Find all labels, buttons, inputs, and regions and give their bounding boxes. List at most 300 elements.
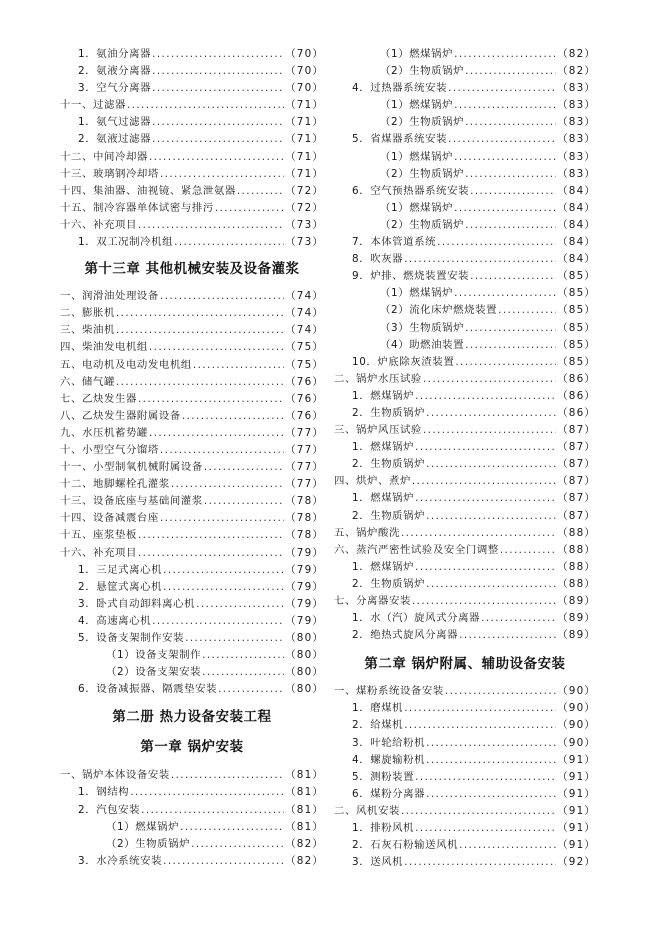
dot-leader bbox=[415, 439, 556, 456]
dot-leader bbox=[152, 46, 284, 63]
toc-entry-title: （2）流化床炉燃烧装置 bbox=[380, 304, 498, 317]
dot-leader bbox=[163, 579, 284, 596]
toc-entry-page: （88） bbox=[557, 560, 596, 573]
toc-entry-page: （82） bbox=[285, 854, 324, 867]
toc-entry-page: （92） bbox=[557, 856, 596, 869]
dot-leader bbox=[437, 234, 556, 251]
dot-leader bbox=[191, 836, 284, 853]
toc-entry-title: （4）助燃油装置 bbox=[380, 338, 465, 351]
toc-entry-title: 二、膨胀机 bbox=[60, 307, 115, 320]
toc-entry-page: （71） bbox=[285, 167, 324, 180]
toc-entry bbox=[60, 836, 324, 853]
toc-entry-page: （70） bbox=[285, 65, 324, 78]
toc-entry-page: （85） bbox=[557, 287, 596, 300]
dot-leader bbox=[404, 251, 556, 268]
dot-leader bbox=[193, 357, 284, 374]
toc-entry-page: （82） bbox=[557, 65, 596, 78]
dot-leader bbox=[163, 562, 284, 579]
toc-entry-title: 六、蒸汽严密性试验及安全门调整 bbox=[334, 543, 499, 556]
toc-entry-title: 1．氨油分离器 bbox=[78, 48, 152, 60]
dot-leader bbox=[454, 97, 556, 114]
toc-entry-page: （78） bbox=[285, 529, 324, 542]
toc-entry bbox=[60, 527, 324, 544]
toc-entry bbox=[60, 853, 324, 870]
toc-entry bbox=[334, 80, 596, 97]
dot-leader bbox=[160, 510, 284, 527]
toc-entry bbox=[334, 735, 596, 752]
toc-entry-page: （87） bbox=[557, 475, 596, 488]
dot-leader bbox=[404, 854, 556, 871]
dot-leader bbox=[215, 200, 284, 217]
toc-entry-title: （2）生物质锅炉 bbox=[380, 218, 465, 231]
toc-entry-title: 6．设备减振器、隔震垫安装 bbox=[78, 683, 218, 696]
toc-entry-title: 4．过热器系统安装 bbox=[352, 82, 448, 95]
toc-entry-title: 十六、补充项目 bbox=[60, 546, 137, 559]
toc-entry bbox=[334, 320, 596, 337]
toc-entry bbox=[334, 490, 596, 507]
toc-entry bbox=[60, 200, 324, 217]
toc-entry-title: 十三、设备底座与基础间灌浆 bbox=[60, 495, 203, 508]
toc-entry bbox=[334, 405, 596, 422]
toc-entry bbox=[60, 131, 324, 148]
toc-entry-title: 2．生物质锅炉 bbox=[352, 509, 426, 522]
dot-leader bbox=[401, 525, 556, 542]
toc-entry bbox=[334, 525, 596, 542]
toc-entry-page: （77） bbox=[285, 478, 324, 491]
toc-entry bbox=[60, 183, 324, 200]
toc-entry bbox=[60, 149, 324, 166]
toc-entry-title: （1）燃煤锅炉 bbox=[380, 48, 454, 60]
toc-entry-title: （1）燃煤锅炉 bbox=[380, 99, 454, 112]
toc-entry-title: 1．钢结构 bbox=[78, 786, 130, 799]
toc-entry-page: （83） bbox=[557, 150, 596, 163]
dot-leader bbox=[465, 217, 556, 234]
toc-entry-page: （80） bbox=[285, 683, 324, 696]
toc-entry-page: （90） bbox=[557, 702, 596, 715]
toc-entry bbox=[334, 251, 596, 268]
toc-entry bbox=[60, 339, 324, 356]
toc-entry-title: 一、润滑油处理设备 bbox=[60, 290, 159, 303]
toc-entry-title: 9．炉排、燃烧装置安装 bbox=[352, 270, 470, 283]
toc-entry bbox=[334, 46, 596, 63]
toc-entry-page: （91） bbox=[557, 804, 596, 817]
toc-entry-title: 6．空气预热器系统安装 bbox=[352, 184, 470, 197]
toc-entry bbox=[60, 510, 324, 527]
dot-leader bbox=[204, 493, 284, 510]
dot-leader bbox=[423, 422, 556, 439]
toc-entry-title: 4．高速离心机 bbox=[78, 614, 152, 627]
toc-entry bbox=[334, 114, 596, 131]
toc-entry-page: （88） bbox=[557, 543, 596, 556]
toc-entry-page: （73） bbox=[285, 218, 324, 231]
toc-entry-title: （3）生物质锅炉 bbox=[380, 321, 465, 334]
toc-entry-page: （85） bbox=[557, 321, 596, 334]
toc-block bbox=[60, 46, 324, 251]
dot-leader bbox=[160, 288, 284, 305]
dot-leader bbox=[448, 80, 556, 97]
toc-entry bbox=[60, 391, 324, 408]
dot-leader bbox=[481, 610, 556, 627]
dot-leader bbox=[500, 542, 556, 559]
toc-entry bbox=[334, 337, 596, 354]
toc-right-column bbox=[334, 46, 596, 871]
dot-leader bbox=[459, 837, 556, 854]
toc-entry-page: （78） bbox=[285, 512, 324, 525]
toc-entry-page: （84） bbox=[557, 253, 596, 266]
dot-leader bbox=[163, 853, 284, 870]
toc-entry bbox=[334, 559, 596, 576]
toc-entry-title: 1．燃煤锅炉 bbox=[352, 389, 415, 402]
toc-entry-title: 三、锅炉风压试验 bbox=[334, 424, 422, 437]
toc-entry-title: （1）燃煤锅炉 bbox=[380, 287, 454, 300]
dot-leader bbox=[138, 527, 284, 544]
dot-leader bbox=[465, 166, 556, 183]
toc-entry bbox=[334, 700, 596, 717]
toc-entry-page: （82） bbox=[285, 837, 324, 850]
toc-entry-page: （79） bbox=[285, 580, 324, 593]
toc-entry-page: （79） bbox=[285, 614, 324, 627]
toc-entry-title: （1）燃煤锅炉 bbox=[380, 150, 454, 163]
toc-entry-title: 6．煤粉分离器 bbox=[352, 787, 426, 800]
toc-entry-page: （70） bbox=[285, 82, 324, 95]
dot-leader bbox=[415, 559, 556, 576]
toc-entry bbox=[334, 854, 596, 871]
toc-entry-title: 十一、小型制氧机械附属设备 bbox=[60, 461, 203, 474]
toc-entry-page: （72） bbox=[285, 201, 324, 214]
toc-entry-page: （80） bbox=[285, 632, 324, 644]
toc-entry-page: （75） bbox=[285, 358, 324, 371]
toc-entry-page: （84） bbox=[557, 218, 596, 231]
chapter-2-heading: 第二章 锅炉附属、辅助设备安装 bbox=[364, 657, 566, 673]
chapter-13-heading: 第十三章 其他机械安装及设备灌浆 bbox=[84, 262, 300, 278]
dot-leader bbox=[160, 166, 284, 183]
toc-entry-page: （81） bbox=[285, 803, 324, 816]
dot-leader bbox=[237, 183, 284, 200]
toc-entry bbox=[334, 354, 596, 371]
toc-entry-page: （77） bbox=[285, 461, 324, 474]
toc-entry-title: （1）设备支架制作 bbox=[106, 649, 202, 662]
toc-entry-page: （86） bbox=[557, 372, 596, 385]
dot-leader bbox=[149, 339, 284, 356]
dot-leader bbox=[470, 268, 556, 285]
dot-leader bbox=[180, 819, 284, 836]
toc-entry-page: （89） bbox=[557, 629, 596, 642]
toc-entry-title: 5．省煤器系统安装 bbox=[352, 133, 448, 146]
dot-leader bbox=[454, 285, 556, 302]
toc-entry bbox=[60, 442, 324, 459]
toc-entry-page: （83） bbox=[557, 82, 596, 95]
toc-entry-title: 十二、地脚螺栓孔灌浆 bbox=[60, 478, 170, 491]
dot-leader bbox=[448, 131, 556, 148]
toc-entry bbox=[334, 422, 596, 439]
toc-entry-page: （81） bbox=[285, 786, 324, 799]
toc-entry bbox=[334, 683, 596, 700]
dot-leader bbox=[185, 630, 284, 647]
toc-entry bbox=[60, 234, 324, 251]
dot-leader bbox=[454, 149, 556, 166]
toc-entry-page: （83） bbox=[557, 167, 596, 180]
toc-entry-title: 2．石灰石粉输送风机 bbox=[352, 839, 459, 852]
toc-entry bbox=[334, 508, 596, 525]
toc-entry-title: 1．磨煤机 bbox=[352, 702, 404, 715]
toc-entry bbox=[60, 425, 324, 442]
toc-entry-page: （81） bbox=[285, 820, 324, 833]
toc-entry bbox=[60, 493, 324, 510]
dot-leader bbox=[116, 374, 284, 391]
toc-entry-title: 十五、座浆垫板 bbox=[60, 529, 137, 542]
toc-entry-page: （87） bbox=[557, 424, 596, 437]
dot-leader bbox=[459, 627, 556, 644]
toc-entry-title: 1．双工况制冷机组 bbox=[78, 236, 174, 249]
toc-entry-page: （72） bbox=[285, 184, 324, 197]
toc-entry-title: 5．测粉装置 bbox=[352, 770, 415, 783]
toc-entry-page: （74） bbox=[285, 307, 324, 320]
toc-entry bbox=[60, 114, 324, 131]
toc-block bbox=[60, 767, 324, 870]
dot-leader bbox=[171, 767, 284, 784]
dot-leader bbox=[141, 802, 284, 819]
dot-leader bbox=[127, 97, 284, 114]
toc-entry-title: （2）设备支架安装 bbox=[106, 666, 202, 679]
toc-entry-title: 四、烘炉、煮炉 bbox=[334, 475, 411, 488]
dot-leader bbox=[426, 576, 556, 593]
dot-leader bbox=[426, 752, 556, 769]
toc-entry-page: （83） bbox=[557, 133, 596, 146]
toc-entry-page: （84） bbox=[557, 236, 596, 249]
toc-entry-page: （90） bbox=[557, 736, 596, 749]
toc-entry bbox=[334, 456, 596, 473]
toc-entry-title: 二、风机安装 bbox=[334, 804, 400, 817]
toc-entry-page: （82） bbox=[557, 48, 596, 60]
toc-block bbox=[60, 288, 324, 698]
toc-entry bbox=[60, 97, 324, 114]
toc-entry bbox=[334, 593, 596, 610]
toc-entry bbox=[60, 217, 324, 234]
toc-entry-title: 3．叶轮给粉机 bbox=[352, 736, 426, 749]
toc-entry-title: 3．水冷系统安装 bbox=[78, 854, 163, 867]
dot-leader bbox=[426, 405, 556, 422]
toc-entry bbox=[60, 630, 324, 647]
toc-entry bbox=[334, 473, 596, 490]
toc-entry bbox=[334, 717, 596, 734]
toc-entry-page: （76） bbox=[285, 375, 324, 388]
toc-entry bbox=[60, 322, 324, 339]
toc-entry-title: 三、柴油机 bbox=[60, 324, 115, 337]
toc-entry-page: （71） bbox=[285, 116, 324, 129]
toc-entry-title: 1．水（汽）旋风式分离器 bbox=[352, 612, 481, 625]
dot-leader bbox=[152, 80, 284, 97]
toc-entry bbox=[60, 579, 324, 596]
dot-leader bbox=[138, 545, 284, 562]
dot-leader bbox=[454, 200, 556, 217]
toc-entry-page: （83） bbox=[557, 99, 596, 112]
toc-entry-title: 1．燃煤锅炉 bbox=[352, 441, 415, 454]
toc-entry bbox=[60, 63, 324, 80]
toc-entry bbox=[60, 374, 324, 391]
dot-leader bbox=[138, 217, 284, 234]
toc-entry bbox=[334, 769, 596, 786]
toc-entry-page: （85） bbox=[557, 270, 596, 283]
toc-left-column bbox=[60, 46, 324, 870]
dot-leader bbox=[401, 803, 556, 820]
toc-entry bbox=[60, 802, 324, 819]
dot-leader bbox=[174, 234, 284, 251]
toc-entry bbox=[60, 647, 324, 664]
toc-entry bbox=[334, 752, 596, 769]
dot-leader bbox=[498, 302, 556, 319]
toc-entry bbox=[60, 545, 324, 562]
dot-leader bbox=[426, 456, 556, 473]
toc-entry-title: 二、锅炉水压试验 bbox=[334, 372, 422, 385]
dot-leader bbox=[412, 473, 556, 490]
dot-leader bbox=[152, 613, 284, 630]
dot-leader bbox=[465, 337, 556, 354]
toc-entry-page: （79） bbox=[285, 546, 324, 559]
dot-leader bbox=[152, 63, 284, 80]
toc-entry bbox=[60, 562, 324, 579]
toc-entry-page: （71） bbox=[285, 150, 324, 163]
toc-entry-page: （91） bbox=[557, 787, 596, 800]
toc-entry bbox=[60, 784, 324, 801]
toc-entry-title: 2．氨液分离器 bbox=[78, 65, 152, 78]
toc-entry-page: （90） bbox=[557, 685, 596, 698]
toc-entry-title: 3．卧式自动卸料离心机 bbox=[78, 597, 196, 610]
toc-entry bbox=[60, 476, 324, 493]
dot-leader bbox=[204, 459, 284, 476]
dot-leader bbox=[218, 681, 284, 698]
dot-leader bbox=[202, 664, 284, 681]
dot-leader bbox=[149, 149, 284, 166]
toc-entry-title: 十五、制冷容器单体试密与排污 bbox=[60, 201, 214, 214]
dot-leader bbox=[149, 425, 284, 442]
toc-entry bbox=[334, 200, 596, 217]
toc-entry-page: （87） bbox=[557, 458, 596, 471]
toc-entry-page: （86） bbox=[557, 406, 596, 419]
toc-entry-title: 十四、设备减震台座 bbox=[60, 512, 159, 525]
toc-entry-page: （84） bbox=[557, 184, 596, 197]
toc-entry-title: 10．炉底除灰渣装置 bbox=[352, 355, 455, 368]
toc-entry bbox=[60, 767, 324, 784]
dot-leader bbox=[415, 490, 556, 507]
toc-entry-title: （2）生物质锅炉 bbox=[380, 116, 465, 129]
toc-entry-title: （1）燃煤锅炉 bbox=[380, 201, 454, 214]
dot-leader bbox=[160, 442, 284, 459]
toc-entry-page: （74） bbox=[285, 324, 324, 337]
dot-leader bbox=[445, 683, 556, 700]
toc-entry-page: （91） bbox=[557, 770, 596, 783]
dot-leader bbox=[182, 408, 284, 425]
toc-entry bbox=[334, 388, 596, 405]
toc-entry bbox=[334, 131, 596, 148]
toc-entry-title: 十六、补充项目 bbox=[60, 218, 137, 231]
toc-entry-page: （86） bbox=[557, 389, 596, 402]
toc-entry-title: 3．送风机 bbox=[352, 856, 404, 869]
toc-entry bbox=[60, 80, 324, 97]
toc-entry bbox=[60, 166, 324, 183]
toc-block bbox=[334, 683, 596, 871]
toc-entry-title: 十、小型空气分馏塔 bbox=[60, 443, 159, 456]
toc-entry-page: （88） bbox=[557, 577, 596, 590]
toc-entry-page: （80） bbox=[285, 666, 324, 679]
toc-entry bbox=[60, 459, 324, 476]
toc-entry-page: （85） bbox=[557, 355, 596, 368]
toc-entry-page: （70） bbox=[285, 48, 324, 60]
toc-entry-title: 五、锅炉酸洗 bbox=[334, 526, 400, 539]
toc-entry-page: （75） bbox=[285, 341, 324, 354]
dot-leader bbox=[415, 388, 556, 405]
toc-entry-title: 十一、过滤器 bbox=[60, 99, 126, 112]
toc-entry-page: （79） bbox=[285, 597, 324, 610]
toc-entry bbox=[334, 786, 596, 803]
toc-entry-page: （78） bbox=[285, 495, 324, 508]
toc-entry-title: 一、煤粉系统设备安装 bbox=[334, 685, 444, 698]
dot-leader bbox=[116, 305, 284, 322]
toc-entry bbox=[334, 63, 596, 80]
chapter-1-heading: 第一章 锅炉安装 bbox=[140, 740, 244, 756]
toc-entry-title: 六、储气罐 bbox=[60, 375, 115, 388]
toc-entry bbox=[60, 664, 324, 681]
toc-entry bbox=[334, 820, 596, 837]
dot-leader bbox=[202, 647, 284, 664]
toc-entry-title: 2．绝热式旋风分离器 bbox=[352, 629, 459, 642]
toc-entry-title: 2．汽包安装 bbox=[78, 803, 141, 816]
toc-entry bbox=[334, 183, 596, 200]
dot-leader bbox=[404, 700, 556, 717]
toc-entry-title: 十二、中间冷却器 bbox=[60, 150, 148, 163]
dot-leader bbox=[465, 320, 556, 337]
toc-entry-title: （2）生物质锅炉 bbox=[380, 167, 465, 180]
toc-entry-title: 十四、集油器、油视镜、紧急泄氨器 bbox=[60, 184, 236, 197]
toc-entry bbox=[334, 285, 596, 302]
toc-entry bbox=[60, 305, 324, 322]
toc-entry-title: 七、分离器安装 bbox=[334, 595, 411, 607]
toc-entry-page: （88） bbox=[557, 526, 596, 539]
toc-entry-title: 1．氨气过滤器 bbox=[78, 116, 152, 129]
dot-leader bbox=[426, 508, 556, 525]
toc-entry bbox=[334, 371, 596, 388]
toc-entry-page: （71） bbox=[285, 133, 324, 146]
toc-entry-page: （91） bbox=[557, 753, 596, 766]
toc-entry-page: （76） bbox=[285, 409, 324, 422]
toc-entry bbox=[334, 149, 596, 166]
toc-entry bbox=[60, 613, 324, 630]
dot-leader bbox=[152, 131, 284, 148]
toc-entry bbox=[60, 288, 324, 305]
dot-leader bbox=[470, 183, 556, 200]
toc-entry bbox=[334, 268, 596, 285]
toc-entry-page: （91） bbox=[557, 822, 596, 835]
toc-entry-title: 1．燃煤锅炉 bbox=[352, 492, 415, 505]
toc-entry-page: （85） bbox=[557, 338, 596, 351]
toc-entry-title: 十三、玻璃钢冷却塔 bbox=[60, 167, 159, 180]
toc-block bbox=[334, 46, 596, 644]
toc-entry bbox=[334, 576, 596, 593]
toc-entry-title: 九、水压机蓄势罐 bbox=[60, 426, 148, 439]
toc-entry-title: 4．螺旋输粉机 bbox=[352, 753, 426, 766]
toc-entry-title: 2．悬筐式离心机 bbox=[78, 580, 163, 593]
toc-entry-page: （81） bbox=[285, 769, 324, 782]
dot-leader bbox=[116, 322, 284, 339]
dot-leader bbox=[426, 786, 556, 803]
dot-leader bbox=[454, 46, 556, 63]
toc-entry-page: （89） bbox=[557, 612, 596, 625]
toc-entry-title: 2．生物质锅炉 bbox=[352, 406, 426, 419]
toc-entry-page: （84） bbox=[557, 201, 596, 214]
toc-entry-title: 2．生物质锅炉 bbox=[352, 577, 426, 590]
toc-entry-title: 1．三足式离心机 bbox=[78, 563, 163, 576]
dot-leader bbox=[465, 114, 556, 131]
toc-entry-title: 2．生物质锅炉 bbox=[352, 458, 426, 471]
